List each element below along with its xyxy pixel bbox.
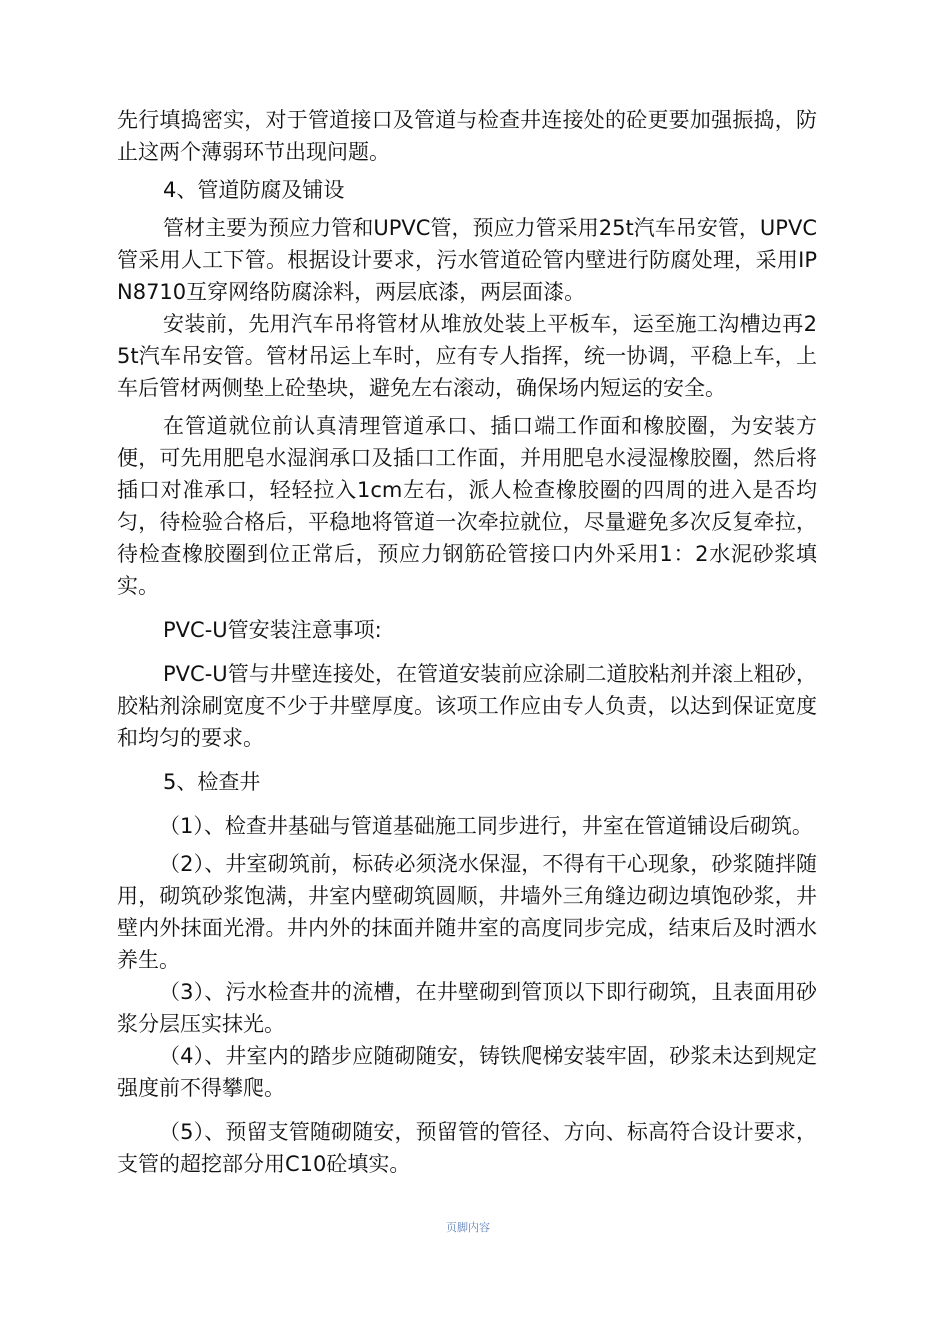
paragraph-item-1: （1）、检查井基础与管道基础施工同步进行，井室在管道铺设后砌筑。 (159, 814, 813, 838)
paragraph-pipe-positioning: 在管道就位前认真清理管道承口、插口端工作面和橡胶圈，为安装方便，可先用肥皂水湿润承口及插口工作面，并用肥皂水浸湿橡胶圈，然后将插口对准承口，轻轻拉入1cm左右，派人检查橡胶圈的四周的进入是否均匀，待检验合格后，平稳地将管道一次牵拉就位，尽量避免多次反复牵拉，待检查橡胶圈到位正常后，预应力钢筋砼管接口内外采用1：2水泥砂浆填实。 (117, 414, 817, 598)
paragraph-pvc-wall-connection: PVC-U管与井壁连接处，在管道安装前应涂刷二道胶粘剂并滚上粗砂，胶粘剂涂刷宽度不少于井壁厚度。该项工作应由专人负责，以达到保证宽度和均匀的要求。 (117, 662, 817, 750)
subheading-pvc-notes: PVC-U管安装注意事项: (163, 618, 382, 642)
paragraph-item-2: （2）、井室砌筑前，标砖必须浇水保湿，不得有干心现象，砂浆随拌随用，砌筑砂浆饱满，井室内壁砌筑圆顺，井墙外三角缝边砌边填饱砂浆，井壁内外抹面光滑。井内外的抹面并随井室的高度同步完成，结束后及时洒水养生。 (117, 852, 817, 972)
document-body (117, 104, 817, 1180)
paragraph-pipe-materials: 管材主要为预应力管和UPVC管，预应力管采用25t汽车吊安管，UPVC管采用人工下管。根据设计要求，污水管道砼管内壁进行防腐处理，采用IPN8710互穿网络防腐涂料，两层底漆，两层面漆。 (117, 216, 817, 304)
paragraph-item-3: （3）、污水检查井的流槽，在井壁砌到管顶以下即行砌筑，且表面用砂浆分层压实抹光。 (117, 980, 817, 1036)
section-heading-inspection-well: 5、检查井 (163, 770, 261, 794)
paragraph-installation-prep: 安装前，先用汽车吊将管材从堆放处装上平板车，运至施工沟槽边再25t汽车吊安管。管材吊运上车时，应有专人指挥，统一协调，平稳上车，上车后管材两侧垫上砼垫块，避免左右滚动，确保场内短运的安全。 (117, 312, 817, 400)
paragraph-item-4: （4）、井室内的踏步应随砌随安，铸铁爬梯安装牢固，砂浆未达到规定强度前不得攀爬。 (117, 1044, 817, 1100)
paragraph-continuation: 先行填捣密实，对于管道接口及管道与检查井连接处的砼更要加强振捣，防止这两个薄弱环节出现问题。 (117, 108, 817, 164)
section-heading-pipe-laying: 4、管道防腐及铺设 (163, 178, 345, 202)
page-footer: 页脚内容 (446, 1221, 490, 1234)
paragraph-item-5: （5）、预留支管随砌随安，预留管的管径、方向、标高符合设计要求，支管的超挖部分用C10砼填实。 (117, 1120, 817, 1176)
